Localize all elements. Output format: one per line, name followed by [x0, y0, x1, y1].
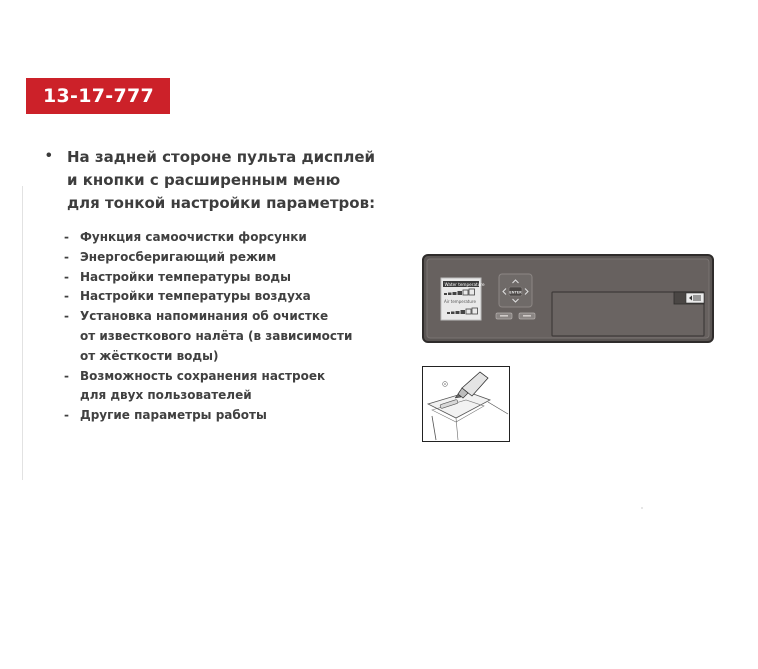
- feature-text: Возможность сохранения настроек для двух пользователей: [80, 368, 326, 403]
- lcd-line-2: Air temperature: [444, 299, 476, 304]
- battery-compartment: [552, 292, 704, 336]
- feature-item: - Возможность сохранения настроек для двух пользователей: [64, 368, 326, 403]
- enter-button-label: ENTER: [509, 290, 522, 295]
- feature-text: Установка напоминания об очистке от известкового налёта (в зависимости от жёсткости воды): [80, 309, 353, 363]
- feature-item: - Установка напоминания об очистке от известкового налёта (в зависимости от жёсткости воды): [64, 309, 353, 363]
- feature-text: Функция самоочистки форсунки: [80, 230, 307, 244]
- spray-bottle-icon: [455, 372, 488, 398]
- feature-item: - Настройки температуры воздуха: [64, 289, 311, 304]
- feature-item: - Другие параметры работы: [64, 408, 267, 423]
- navigation-pad: [499, 274, 532, 307]
- bullet-icon: •: [46, 147, 52, 164]
- decorative-dot: [641, 507, 643, 509]
- left-divider-line: [22, 186, 23, 480]
- nozzle-cleaning-illustration: [422, 366, 510, 442]
- feature-text: Другие параметры работы: [80, 408, 267, 423]
- lcd-line-1: Water temperature: [444, 281, 485, 287]
- lcd-display: [441, 278, 485, 320]
- feature-text: Настройки температуры воды: [80, 269, 291, 284]
- lead-text: На задней стороне пульта дисплей и кнопки с расширенным меню для тонкой настройки параметров:: [67, 148, 376, 212]
- feature-text: Настройки температуры воздуха: [80, 289, 311, 304]
- remote-control-panel-illustration: [422, 254, 714, 343]
- feature-text: Энергосберигающий режим: [80, 249, 277, 264]
- lead-paragraph: [46, 146, 386, 215]
- feature-list: [64, 228, 364, 426]
- feature-item: - Функция самоочистки форсунки: [64, 230, 307, 244]
- feature-item: - Настройки температуры воды: [64, 269, 291, 284]
- article-code-badge: 13-17-777: [26, 78, 170, 114]
- feature-item: - Энергосберигающий режим: [64, 249, 277, 264]
